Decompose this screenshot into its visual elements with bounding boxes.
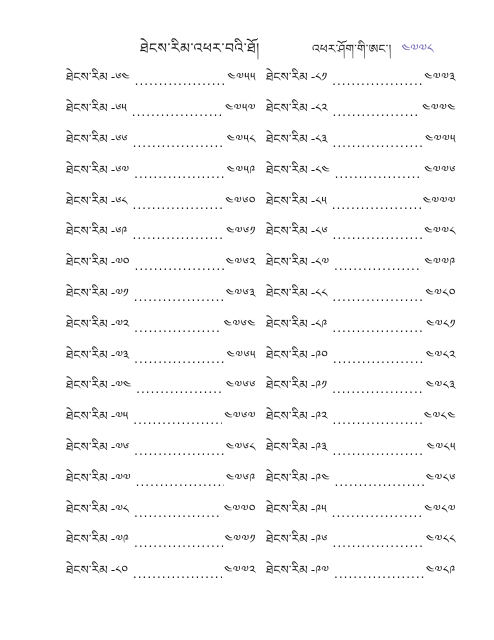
dot-leader [134, 321, 221, 335]
entry-label: ཐེངས་རིམ [266, 316, 308, 331]
entry-label: ཐེངས་རིམ [66, 409, 108, 424]
entry-label: ཐེངས་རིམ [66, 316, 108, 331]
entry-number: -༨༧ [310, 255, 330, 270]
index-column-left [66, 66, 256, 590]
entry-number: -༧༡ [110, 285, 129, 300]
entry-label: ཐེངས་རིམ [66, 439, 108, 454]
entry-label: ཐེངས་རིམ [266, 347, 308, 362]
dot-leader [333, 444, 425, 458]
index-entry [66, 405, 256, 436]
entry-page-number: ༤༧༧༤ [422, 101, 456, 116]
entry-page-number: ༤༧༨༠ [425, 285, 456, 300]
entry-number: -༧༧ [110, 470, 131, 485]
entry-page-number: ༤༧༦༣ [225, 285, 256, 300]
entry-label: ཐེངས་རིམ [66, 470, 108, 485]
index-entry [266, 374, 456, 405]
dot-leader [334, 259, 422, 273]
dot-leader [134, 352, 224, 366]
dot-leader [332, 290, 423, 304]
dot-leader [333, 536, 424, 550]
entry-label: ཐེངས་རིམ [266, 285, 308, 300]
index-entry [266, 528, 456, 559]
entry-number: -༦༨ [110, 193, 128, 208]
entry-number: -༧༦ [110, 439, 130, 454]
entry-number: -༩༣ [310, 439, 328, 454]
dot-leader [134, 536, 223, 550]
entry-label: ཐེངས་རིམ [266, 255, 308, 270]
entry-label: ཐེངས་རིམ [266, 532, 308, 547]
entry-page-number: ༤༧༦༢ [225, 255, 256, 270]
dot-leader [135, 259, 224, 273]
index-entry [66, 158, 256, 189]
header-page-number: ༤༧༧༨ [401, 42, 434, 57]
dot-leader [334, 567, 424, 581]
entry-number: -༦༦ [110, 132, 128, 146]
entry-page-number: ༤༧༨༣ [425, 378, 456, 393]
index-entry [266, 282, 456, 313]
index-entry [66, 466, 256, 497]
index-entry [66, 220, 256, 251]
entry-label: ཐེངས་རིམ [66, 378, 108, 393]
index-column-right [266, 66, 456, 590]
index-entry [66, 66, 256, 97]
entry-number: -༧༠ [110, 255, 130, 270]
entry-label: ཐེངས་རིམ [66, 255, 108, 270]
dot-leader [335, 167, 423, 181]
entry-page-number: ༤༧༧༡ [224, 532, 256, 547]
entry-page-number: ༤༧༨༥ [426, 439, 456, 454]
entry-label: ཐེངས་རིམ [266, 193, 308, 208]
dot-leader [134, 167, 225, 181]
entry-label: ཐེངས་རིམ [66, 563, 108, 578]
dot-leader [134, 444, 224, 458]
index-entry [66, 436, 256, 467]
header-page-label: འཕར་ཤོག་གི་ཨང་། [312, 42, 392, 56]
entry-number: -༧༣ [110, 347, 130, 362]
entry-label: ཐེངས་རིམ [66, 101, 108, 116]
entry-label: ཐེངས་རིམ [266, 501, 308, 516]
entry-page-number: ༤༧༦༠ [225, 193, 256, 208]
entry-number: -༩༢ [310, 409, 328, 424]
entry-number: -༧༥ [110, 409, 129, 424]
entry-number: -༨༡ [310, 70, 328, 85]
entry-page-number: ༤༧༨༧ [424, 501, 456, 516]
index-entry [66, 312, 256, 343]
entry-label: ཐེངས་རིམ [266, 378, 308, 393]
entry-page-number: ༤༧༦༡ [226, 224, 256, 239]
entry-number: -༩༥ [310, 501, 327, 516]
entry-page-number: ༤༧༨༨ [425, 532, 456, 547]
entry-page-number: ༤༧༧༢ [224, 563, 256, 578]
entry-number: -༨༤ [310, 162, 330, 177]
dot-leader [136, 475, 224, 489]
entry-page-number: ༤༧༦༥ [226, 347, 256, 362]
index-entry [266, 66, 456, 97]
entry-page-number: ༤༧༨༤ [423, 409, 456, 424]
index-entry [266, 128, 456, 159]
entry-number: -༩༦ [310, 532, 328, 547]
entry-label: ཐེངས་རིམ [266, 409, 308, 424]
index-entry [266, 559, 456, 590]
entry-label: ཐེངས་རིམ [66, 224, 108, 239]
entry-page-number: ༤༧༥༩ [226, 162, 256, 177]
entry-label: ཐེངས་རིམ [66, 285, 108, 300]
entry-number: -༧༢ [110, 316, 130, 331]
dot-leader [332, 321, 424, 335]
index-entry [266, 251, 456, 282]
entry-label: ཐེངས་རིམ [266, 224, 308, 239]
index-entry [66, 528, 256, 559]
index-entry [266, 343, 456, 374]
entry-page-number: ༤༧༥༧ [225, 101, 256, 116]
index-entry [266, 436, 456, 467]
dot-leader [332, 506, 423, 520]
entry-label: ཐེངས་རིམ [66, 162, 108, 177]
dot-leader [133, 228, 225, 242]
dot-leader [333, 352, 424, 366]
entry-number: -༨༨ [310, 285, 328, 300]
entry-page-number: ༤༧༥༥ [227, 70, 256, 85]
page-title: ཐེངས་རིམ་འཕར་བའི་ཐོ། [140, 41, 260, 57]
entry-page-number: ༤༧༧༨ [424, 224, 456, 239]
entry-number: -༨༩ [310, 316, 328, 331]
entry-number: -༦༤ [110, 70, 130, 85]
index-entry [66, 189, 256, 220]
entry-page-number: ༤༧༦༩ [225, 470, 256, 485]
entry-page-number: ༤༧༧༩ [424, 255, 456, 270]
entry-page-number: ༤༧༨༡ [426, 316, 456, 331]
dot-leader [333, 413, 422, 427]
index-entry [66, 251, 256, 282]
entry-number: -༨༥ [310, 193, 327, 208]
dot-leader [133, 567, 222, 581]
entry-number: -༩༤ [310, 470, 330, 485]
entry-label: ཐེངས་རིམ [66, 532, 108, 547]
dot-leader [135, 74, 226, 88]
page-header [0, 32, 494, 56]
entry-number: -༧༨ [110, 501, 130, 516]
entry-number: -༦༧ [110, 162, 130, 177]
dot-leader [134, 290, 224, 304]
entry-number: -༨༦ [310, 224, 328, 239]
entry-page-number: ༤༧༨༩ [425, 563, 456, 578]
entry-number: -༦༩ [110, 224, 128, 239]
entry-label: ཐེངས་རིམ [66, 193, 108, 208]
entry-number: -༩༠ [310, 347, 328, 362]
entry-label: ཐེངས་རིམ [266, 132, 308, 146]
dot-leader [133, 413, 222, 427]
entry-label: ཐེངས་རིམ [266, 101, 308, 116]
entry-number: -༨༢ [310, 101, 328, 116]
entry-label: ཐེངས་རིམ [66, 132, 108, 146]
dot-leader [333, 105, 421, 119]
index-entry [266, 405, 456, 436]
dot-leader [333, 228, 423, 242]
dot-leader [134, 506, 222, 520]
dot-leader [332, 74, 422, 88]
index-entry [266, 497, 456, 528]
entry-number: -༩༡ [310, 378, 328, 393]
entry-number: -༧༩ [110, 532, 129, 547]
index-entry [266, 158, 456, 189]
entry-number: -༨༣ [310, 132, 328, 146]
entry-label: ཐེངས་རིམ [266, 70, 308, 85]
entry-page-number: ༤༧༦༧ [224, 409, 256, 424]
index-entry [66, 497, 256, 528]
dot-leader [133, 198, 224, 212]
dot-leader [333, 136, 424, 150]
index-entry [66, 97, 256, 128]
entry-label: ཐེངས་རིམ [266, 563, 308, 578]
entry-page-number: ༤༧༨༢ [425, 347, 456, 362]
entry-number: -༦༥ [110, 101, 127, 116]
entry-number: -༧༤ [110, 378, 132, 393]
entry-label: ཐེངས་རིམ [66, 70, 108, 85]
entry-page-number: ༤༧༧༥ [425, 132, 456, 146]
entry-page-number: ༤༧༦༨ [225, 439, 256, 454]
index-entry [266, 189, 456, 220]
index-entry [66, 374, 256, 405]
entry-label: ཐེངས་རིམ [266, 470, 308, 485]
index-entry [66, 282, 256, 313]
dot-leader [335, 475, 424, 489]
index-entry [266, 466, 456, 497]
index-entry [266, 312, 456, 343]
entry-number: -༨༠ [110, 563, 128, 578]
entry-number: -༩༧ [310, 563, 329, 578]
entry-page-number: ༤༧༦༦ [225, 378, 256, 393]
index-entry [266, 220, 456, 251]
dot-leader [133, 136, 225, 150]
index-entry [66, 128, 256, 159]
entry-label: ཐེངས་རིམ [66, 501, 108, 516]
dot-leader [332, 198, 421, 212]
entry-page-number: ༤༧༥༨ [226, 132, 256, 146]
entry-page-number: ༤༧༧༣ [424, 70, 456, 85]
entry-page-number: ༤༧༨༦ [425, 470, 456, 485]
entry-page-number: ༤༧༧༠ [223, 501, 256, 516]
dot-leader [136, 382, 224, 396]
dot-leader [332, 382, 424, 396]
entry-page-number: ༤༧༦༤ [223, 316, 256, 331]
entry-page-number: ༤༧༧༦ [424, 162, 456, 177]
index-entry [66, 343, 256, 374]
entry-page-number: ༤༧༧༧ [422, 193, 456, 208]
entry-label: ཐེངས་རིམ [66, 347, 108, 362]
entry-label: ཐེངས་རིམ [266, 439, 308, 454]
entry-label: ཐེངས་རིམ [266, 162, 308, 177]
index-entry [66, 559, 256, 590]
dot-leader [132, 105, 223, 119]
index-entry [266, 97, 456, 128]
